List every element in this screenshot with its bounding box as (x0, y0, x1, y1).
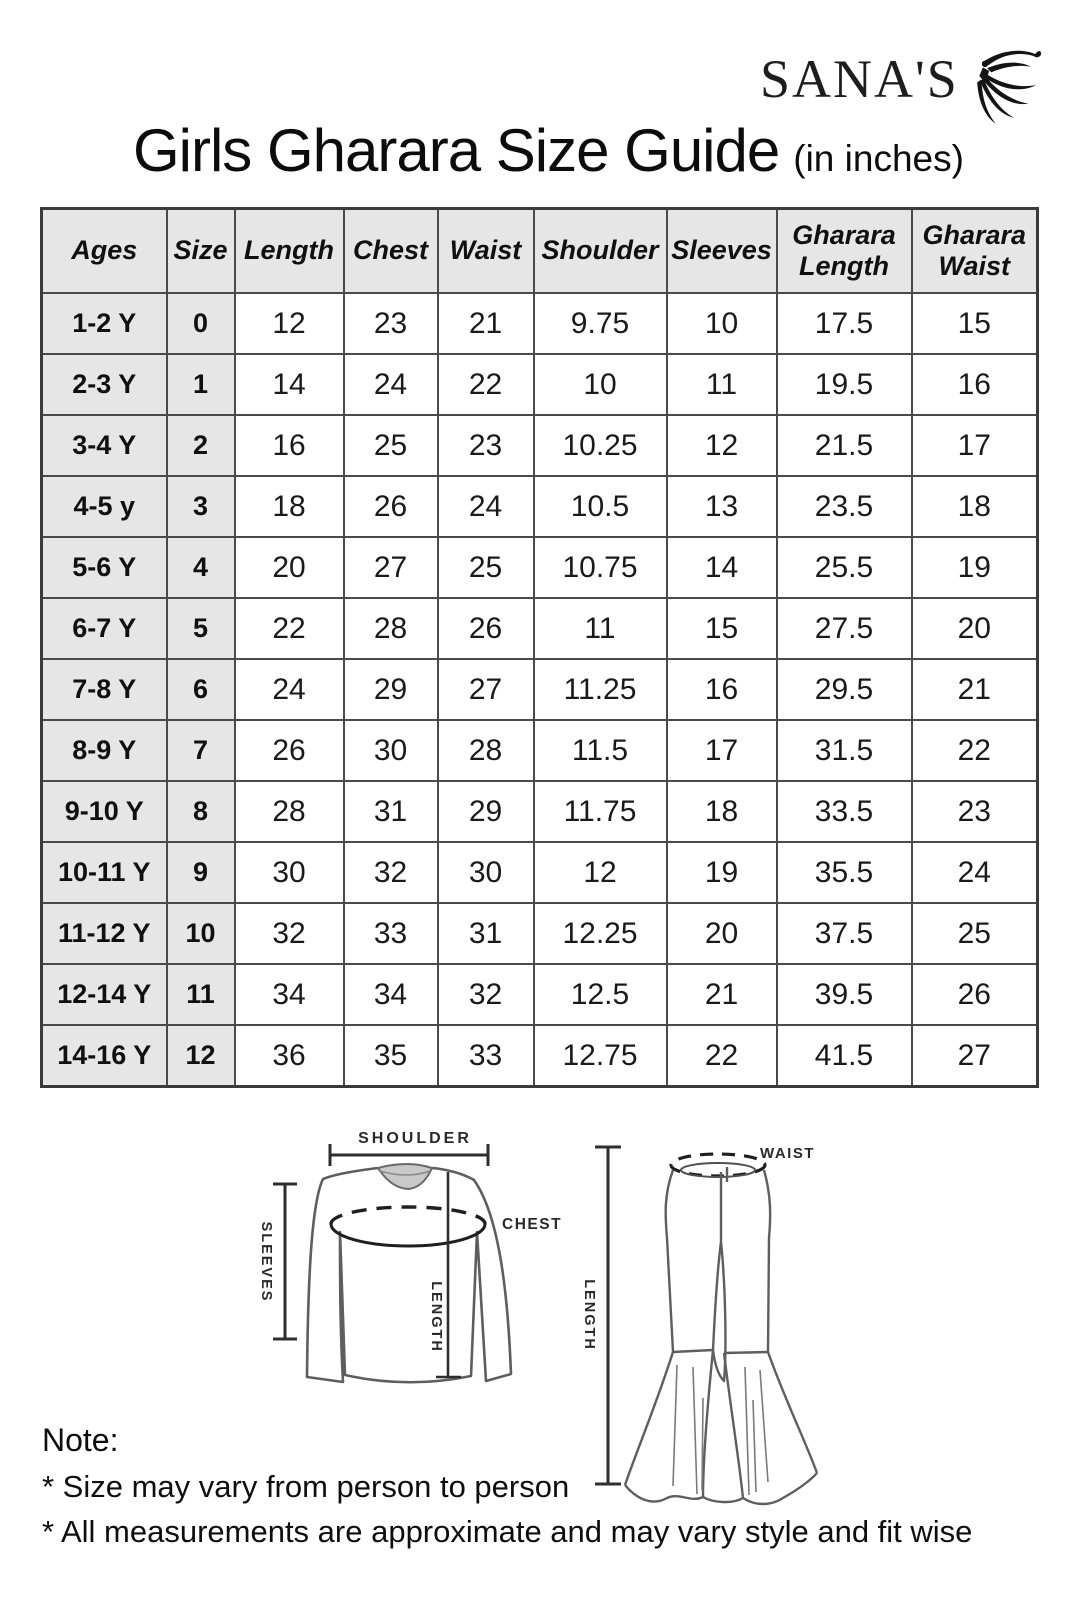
cell: 21 (438, 293, 534, 354)
cell: 17 (912, 415, 1038, 476)
cell: 30 (344, 720, 438, 781)
chest-label: CHEST (502, 1216, 563, 1233)
column-header: Sleeves (667, 209, 777, 294)
table-row (42, 1025, 1038, 1087)
cell: 13 (667, 476, 777, 537)
sleeves-measure-line (273, 1184, 297, 1339)
cell: 14 (235, 354, 344, 415)
cell: 21 (912, 659, 1038, 720)
brand-name: SANA'S (760, 49, 959, 109)
cell: 24 (912, 842, 1038, 903)
cell: 36 (235, 1025, 344, 1087)
cell: 7 (167, 720, 235, 781)
cell: 15 (667, 598, 777, 659)
cell: 29 (438, 781, 534, 842)
cell: 6-7 Y (42, 598, 167, 659)
cell: 27 (344, 537, 438, 598)
cell: 7-8 Y (42, 659, 167, 720)
cell: 12.25 (534, 903, 667, 964)
cell: 31.5 (777, 720, 912, 781)
cell: 3-4 Y (42, 415, 167, 476)
chest-dashed-arc (331, 1207, 485, 1224)
cell: 6 (167, 659, 235, 720)
cell: 32 (438, 964, 534, 1025)
cell: 2 (167, 415, 235, 476)
waist-label: WAIST (760, 1145, 815, 1162)
cell: 26 (912, 964, 1038, 1025)
cell: 12.75 (534, 1025, 667, 1087)
cell: 33 (344, 903, 438, 964)
cell: 10-11 Y (42, 842, 167, 903)
cell: 17 (667, 720, 777, 781)
cell: 12 (235, 293, 344, 354)
cell: 9-10 Y (42, 781, 167, 842)
cell: 14-16 Y (42, 1025, 167, 1087)
cell: 23.5 (777, 476, 912, 537)
cell: 28 (344, 598, 438, 659)
cell: 20 (667, 903, 777, 964)
cell: 28 (235, 781, 344, 842)
cell: 26 (438, 598, 534, 659)
cell: 26 (344, 476, 438, 537)
note-item: * All measurements are approximate and may vary style and fit wise (42, 1514, 973, 1549)
cell: 18 (235, 476, 344, 537)
cell: 5-6 Y (42, 537, 167, 598)
cell: 4 (167, 537, 235, 598)
cell: 41.5 (777, 1025, 912, 1087)
cell: 33 (438, 1025, 534, 1087)
table-row (42, 659, 1038, 720)
cell: 16 (235, 415, 344, 476)
column-header: Length (235, 209, 344, 294)
note-item: * Size may vary from person to person (42, 1469, 570, 1504)
cell: 18 (667, 781, 777, 842)
page-title-unit: (in inches) (793, 138, 964, 179)
cell: 12 (167, 1025, 235, 1087)
cell: 22 (667, 1025, 777, 1087)
shirt-measurement-diagram (240, 1122, 570, 1394)
cell: 4-5 y (42, 476, 167, 537)
cell: 11 (167, 964, 235, 1025)
table-row (42, 293, 1038, 354)
cell: 23 (438, 415, 534, 476)
cell: 11-12 Y (42, 903, 167, 964)
column-header: Gharara Length (777, 209, 912, 294)
cell: 14 (667, 537, 777, 598)
column-header: Shoulder (534, 209, 667, 294)
page-title (133, 116, 964, 185)
gharara-length-label: LENGTH (581, 1279, 597, 1351)
column-header: Chest (344, 209, 438, 294)
cell: 34 (235, 964, 344, 1025)
shoulder-label: SHOULDER (358, 1130, 472, 1147)
cell: 32 (235, 903, 344, 964)
page-title-main: Girls Gharara Size Guide (133, 117, 780, 184)
cell: 12.5 (534, 964, 667, 1025)
cell: 11.5 (534, 720, 667, 781)
shirt-neck (378, 1164, 432, 1189)
table-row (42, 781, 1038, 842)
cell: 28 (438, 720, 534, 781)
cell: 27.5 (777, 598, 912, 659)
cell: 3 (167, 476, 235, 537)
cell: 24 (235, 659, 344, 720)
cell: 19 (912, 537, 1038, 598)
cell: 22 (235, 598, 344, 659)
cell: 10 (534, 354, 667, 415)
cell: 17.5 (777, 293, 912, 354)
cell: 25.5 (777, 537, 912, 598)
cell: 16 (667, 659, 777, 720)
table-row (42, 964, 1038, 1025)
cell: 23 (344, 293, 438, 354)
flowing-dress-figure-icon (963, 42, 1041, 134)
cell: 9 (167, 842, 235, 903)
table-row (42, 720, 1038, 781)
notes-section (42, 1422, 972, 1559)
cell: 12-14 Y (42, 964, 167, 1025)
cell: 11.25 (534, 659, 667, 720)
cell: 25 (438, 537, 534, 598)
cell: 12 (667, 415, 777, 476)
cell: 33.5 (777, 781, 912, 842)
cell: 8-9 Y (42, 720, 167, 781)
cell: 35 (344, 1025, 438, 1087)
cell: 11.75 (534, 781, 667, 842)
table-row (42, 476, 1038, 537)
cell: 19 (667, 842, 777, 903)
cell: 23 (912, 781, 1038, 842)
cell: 5 (167, 598, 235, 659)
header-row (42, 209, 1038, 294)
shoulder-measure-line (330, 1144, 488, 1166)
cell: 1 (167, 354, 235, 415)
column-header: Gharara Waist (912, 209, 1038, 294)
cell: 10.5 (534, 476, 667, 537)
table-row (42, 415, 1038, 476)
cell: 24 (438, 476, 534, 537)
cell: 29.5 (777, 659, 912, 720)
cell: 10.25 (534, 415, 667, 476)
cell: 0 (167, 293, 235, 354)
cell: 39.5 (777, 964, 912, 1025)
cell: 10 (167, 903, 235, 964)
notes-heading: Note: (42, 1422, 119, 1458)
sleeves-label: SLEEVES (258, 1221, 274, 1303)
cell: 20 (912, 598, 1038, 659)
cell: 34 (344, 964, 438, 1025)
size-table (40, 207, 1039, 1088)
column-header: Waist (438, 209, 534, 294)
table-row (42, 354, 1038, 415)
cell: 22 (438, 354, 534, 415)
shirt-outline (307, 1168, 511, 1382)
cell: 22 (912, 720, 1038, 781)
cell: 25 (344, 415, 438, 476)
cell: 1-2 Y (42, 293, 167, 354)
cell: 25 (912, 903, 1038, 964)
cell: 29 (344, 659, 438, 720)
table-row (42, 903, 1038, 964)
table-row (42, 598, 1038, 659)
cell: 31 (438, 903, 534, 964)
cell: 11 (667, 354, 777, 415)
cell: 30 (235, 842, 344, 903)
cell: 21.5 (777, 415, 912, 476)
cell: 18 (912, 476, 1038, 537)
table-row (42, 537, 1038, 598)
chest-solid-arc (331, 1224, 485, 1246)
cell: 19.5 (777, 354, 912, 415)
column-header: Size (167, 209, 235, 294)
cell: 32 (344, 842, 438, 903)
cell: 15 (912, 293, 1038, 354)
cell: 20 (235, 537, 344, 598)
cell: 10 (667, 293, 777, 354)
cell: 35.5 (777, 842, 912, 903)
cell: 21 (667, 964, 777, 1025)
cell: 24 (344, 354, 438, 415)
table-row (42, 842, 1038, 903)
shirt-length-label: LENGTH (428, 1281, 444, 1353)
cell: 37.5 (777, 903, 912, 964)
cell: 30 (438, 842, 534, 903)
cell: 26 (235, 720, 344, 781)
column-header: Ages (42, 209, 167, 294)
cell: 9.75 (534, 293, 667, 354)
cell: 10.75 (534, 537, 667, 598)
cell: 2-3 Y (42, 354, 167, 415)
cell: 8 (167, 781, 235, 842)
cell: 12 (534, 842, 667, 903)
cell: 16 (912, 354, 1038, 415)
cell: 27 (438, 659, 534, 720)
cell: 27 (912, 1025, 1038, 1087)
cell: 31 (344, 781, 438, 842)
cell: 11 (534, 598, 667, 659)
